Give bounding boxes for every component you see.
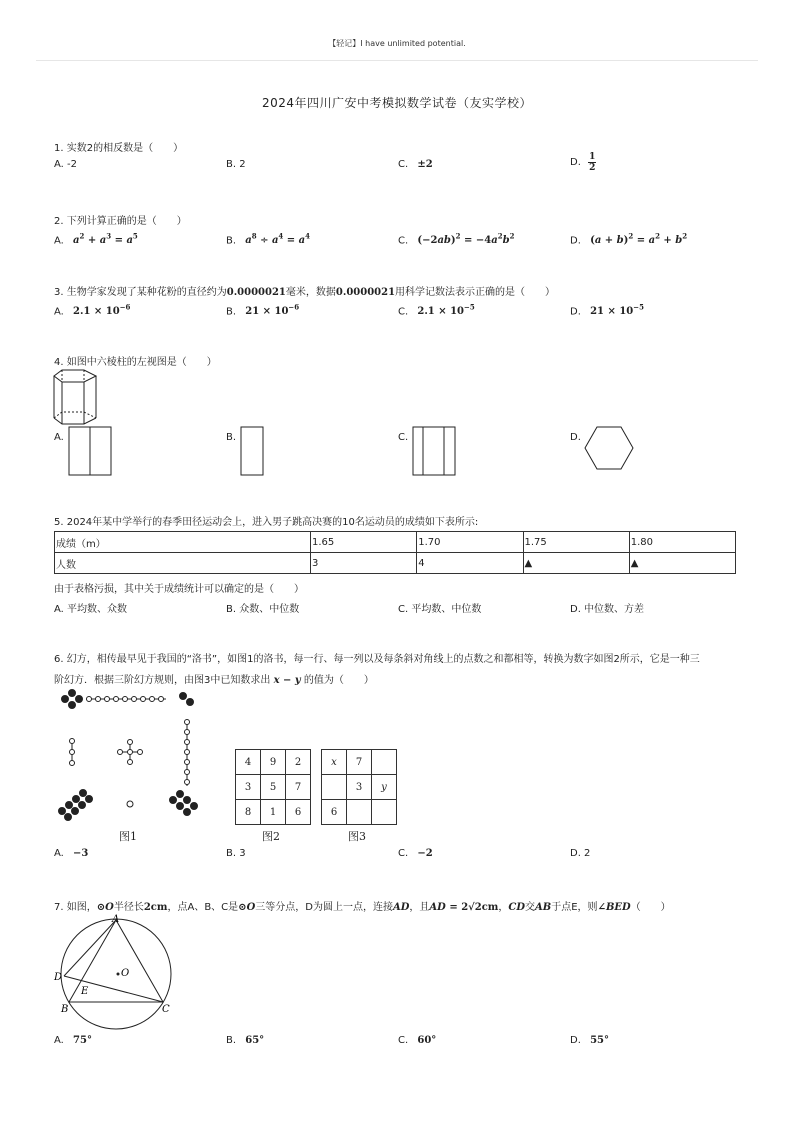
q7-math-ab: AB	[535, 902, 552, 913]
q3-option-d[interactable]	[570, 303, 644, 317]
table-cell: 4	[236, 750, 261, 775]
q7-option-c[interactable]	[398, 1035, 436, 1046]
q3-option-d-math: $21 \times 10^{-5}$	[590, 303, 645, 318]
q7-math-cd: CD	[508, 902, 525, 913]
fig1-caption: 图1	[119, 830, 137, 843]
table-row	[236, 775, 311, 800]
table-cell: 1.75	[523, 532, 629, 553]
point-a-label: A	[112, 914, 120, 925]
q7-stem-f: 交	[525, 902, 535, 913]
q2-option-a-math: $a^2 + a^3 = a^5$	[73, 232, 138, 247]
table-row	[322, 750, 397, 775]
q6-option-b[interactable]: B. 3	[226, 848, 246, 859]
q6-option-c[interactable]	[398, 848, 433, 859]
q1-option-a[interactable]: A. -2	[54, 159, 77, 170]
q1-option-d-label: D.	[570, 157, 581, 168]
q4-option-a-label[interactable]: A.	[54, 432, 64, 443]
q7-stem-b: ，点A、B、C是	[167, 902, 239, 913]
table-cell: 3	[236, 775, 261, 800]
q2-option-b[interactable]	[226, 232, 310, 246]
q7-option-b-label: B.	[226, 1035, 237, 1046]
q7-stem-g: 于点E，则	[551, 902, 598, 913]
point-d-label: D	[54, 972, 63, 983]
q7-math-ad-length: AD = 2√2cm	[429, 902, 499, 913]
q7-stem-a: 半径长	[113, 902, 144, 913]
header-divider	[36, 60, 758, 61]
q5-score-table	[54, 531, 736, 574]
q7-option-a[interactable]	[54, 1035, 92, 1046]
page-title: 2024年四川广安中考模拟数学试卷（友实学校）	[261, 96, 533, 110]
q2-option-b-label: B.	[226, 235, 237, 247]
q6-option-c-math: −2	[417, 848, 433, 859]
q7-math-ad: AD	[392, 902, 410, 913]
q3-option-a-label: A.	[54, 306, 64, 318]
table-cell: 9	[261, 750, 286, 775]
q5-option-c[interactable]: C. 平均数、中位数	[398, 604, 482, 615]
q1-option-c-math: ±2	[417, 159, 433, 170]
q7-stem-d: ，且	[409, 902, 430, 913]
q7-math-circle-o: ⊙O	[96, 902, 114, 913]
fig3-caption: 图3	[348, 830, 366, 843]
q2-option-d[interactable]	[570, 232, 687, 246]
q1-option-d[interactable]	[570, 152, 596, 173]
q2-option-c-math: $(-2ab)^2 = -4a^2b^2$	[417, 232, 515, 247]
q7-option-a-label: A.	[54, 1035, 64, 1046]
table-cell: 3	[311, 553, 417, 574]
q6-option-a[interactable]	[54, 848, 88, 859]
q3-option-b-math: $21 \times 10^{-6}$	[245, 303, 300, 318]
q7-option-d-label: D.	[570, 1035, 581, 1046]
fig2-caption: 图2	[262, 830, 280, 843]
table-cell: 4	[417, 553, 523, 574]
q3-option-b[interactable]	[226, 303, 299, 317]
q7-stem	[54, 898, 671, 913]
q4-stem: 4. 如图中六棱柱的左视图是（ ）	[54, 357, 217, 368]
magic-square-fig3	[321, 749, 397, 825]
q3-stem	[54, 283, 555, 298]
q3-stem-pre: 3. 生物学家发现了某种花粉的直径约为	[54, 287, 227, 298]
q5-option-d[interactable]: D. 中位数、方差	[570, 604, 645, 615]
q2-option-a-label: A.	[54, 235, 64, 247]
table-row	[322, 800, 397, 825]
table-cell: 8	[236, 800, 261, 825]
q3-stem-post: 用科学记数法表示正确的是（ ）	[395, 287, 556, 298]
table-cell	[347, 800, 372, 825]
q7-stem-h: （ ）	[630, 902, 671, 913]
table-cell: 5	[261, 775, 286, 800]
q7-option-d[interactable]	[570, 1035, 609, 1046]
table-cell	[372, 750, 397, 775]
table-cell: 2	[286, 750, 311, 775]
q3-option-a-math: $2.1 \times 10^{-6}$	[73, 303, 131, 318]
table-cell: 1.65	[311, 532, 417, 553]
q3-option-b-label: B.	[226, 306, 237, 318]
table-cell: 6	[322, 800, 347, 825]
table-cell: 3	[347, 775, 372, 800]
table-cell: ▲	[629, 553, 735, 574]
q5-stem: 5. 2024年某中学举行的春季田径运动会上，进入男子跳高决赛的10名运动员的成绩如下表所示:	[54, 517, 479, 528]
q4-option-b-figure[interactable]	[240, 426, 266, 478]
q7-math-radius: 2cm	[143, 902, 168, 913]
q2-option-b-math: $a^8 \div a^4 = a^4$	[245, 232, 310, 247]
table-cell	[372, 800, 397, 825]
q2-option-d-math: $(a + b)^2 = a^2 + b^2$	[590, 232, 688, 247]
q7-stem-c: 三等分点，D为圆上一点，连接	[255, 902, 393, 913]
q2-option-c[interactable]	[398, 232, 514, 246]
q6-option-c-label: C.	[398, 848, 409, 859]
magic-square-fig2	[235, 749, 311, 825]
point-e-label: E	[81, 986, 89, 997]
q1-stem: 1. 实数2的相反数是（ ）	[54, 143, 184, 154]
q7-stem-e: ，	[498, 902, 509, 913]
q2-option-c-label: C.	[398, 235, 409, 247]
q5-option-b[interactable]: B. 众数、中位数	[226, 604, 300, 615]
q7-math-angle: ∠BED	[597, 902, 631, 913]
q4-option-d-figure[interactable]	[584, 424, 636, 472]
q4-option-c-label[interactable]: C.	[398, 432, 409, 443]
table-cell: ▲	[523, 553, 629, 574]
q1-option-c-label: C.	[398, 159, 409, 170]
table-cell: 人数	[55, 553, 311, 574]
q1-option-c[interactable]	[398, 159, 433, 170]
table-cell: 7	[286, 775, 311, 800]
q5-option-a[interactable]: A. 平均数、众数	[54, 604, 128, 615]
q7-stem-pre: 7. 如图，	[54, 902, 97, 913]
table-row	[236, 800, 311, 825]
q7-option-b[interactable]	[226, 1035, 264, 1046]
table-cell: 6	[286, 800, 311, 825]
q4-option-b-label[interactable]: B.	[226, 432, 237, 443]
q3-stem-mid: 毫米，数据	[285, 287, 336, 298]
q5-after-text: 由于表格污损，其中关于成绩统计可以确定的是（ ）	[54, 584, 304, 595]
q7-option-b-math: 65°	[245, 1035, 265, 1046]
q7-option-c-label: C.	[398, 1035, 409, 1046]
point-b-label: B	[61, 1004, 69, 1015]
q4-option-c-figure[interactable]	[412, 426, 458, 478]
table-cell: 成绩（m）	[55, 532, 311, 553]
q6-option-a-math: −3	[73, 848, 89, 859]
table-row	[55, 553, 736, 574]
header-note: 【轻记】I have unlimited potential.	[328, 39, 466, 48]
q7-option-c-math: 60°	[417, 1035, 437, 1046]
table-row	[322, 775, 397, 800]
q3-option-c-math: $2.1 \times 10^{-5}$	[417, 303, 475, 318]
q3-stem-number-2: 0.0000021	[335, 287, 396, 298]
q6-stem-line2-pre: 阶幻方．根据三阶幻方规则，由图3中已知数求出	[54, 675, 271, 686]
table-cell: x	[322, 750, 347, 775]
table-row	[236, 750, 311, 775]
q7-option-a-math: 75°	[73, 1035, 92, 1046]
q3-option-a[interactable]	[54, 303, 130, 317]
q6-stem-line2	[54, 671, 374, 686]
table-cell: y	[372, 775, 397, 800]
table-cell: 1.70	[417, 532, 523, 553]
q7-math-circle-o-2: ⊙O	[238, 902, 256, 913]
table-row	[55, 532, 736, 553]
q2-option-a[interactable]	[54, 232, 138, 246]
hexagonal-prism-figure	[50, 366, 110, 428]
q6-option-a-label: A.	[54, 848, 64, 859]
table-cell: 7	[347, 750, 372, 775]
luoshu-figure	[54, 686, 214, 826]
q6-option-d[interactable]: D. 2	[570, 848, 591, 859]
q7-option-d-math: 55°	[590, 1035, 609, 1046]
q6-stem-line1: 6. 幻方，相传最早见于我国的“洛书”，如图1的洛书，每一行、每一列以及每条斜对角线上的点数之和都相等，转换为数字如图2所示，它是一种三	[54, 654, 700, 665]
point-o-label: O	[121, 968, 130, 979]
q1-fraction-denominator: 2	[589, 163, 596, 173]
q3-option-d-label: D.	[570, 306, 581, 318]
q3-option-c-label: C.	[398, 306, 409, 318]
q2-stem: 2. 下列计算正确的是（ ）	[54, 216, 187, 227]
q3-option-c[interactable]	[398, 303, 475, 317]
q7-circle-figure	[50, 912, 180, 1036]
q3-stem-number-1: 0.0000021	[226, 287, 286, 298]
q4-option-a-figure[interactable]	[68, 426, 114, 478]
q6-stem-line2-post: 的值为（ ）	[303, 675, 374, 686]
table-cell	[322, 775, 347, 800]
q1-option-b[interactable]: B. 2	[226, 159, 246, 170]
q6-stem-math: x − y	[273, 675, 301, 686]
q2-option-d-label: D.	[570, 235, 581, 247]
table-cell: 1.80	[629, 532, 735, 553]
q4-option-d-label[interactable]: D.	[570, 432, 581, 443]
q1-option-d-fraction	[588, 152, 596, 173]
table-cell: 1	[261, 800, 286, 825]
q1-fraction-numerator: 1	[589, 152, 596, 162]
point-c-label: C	[162, 1004, 170, 1015]
